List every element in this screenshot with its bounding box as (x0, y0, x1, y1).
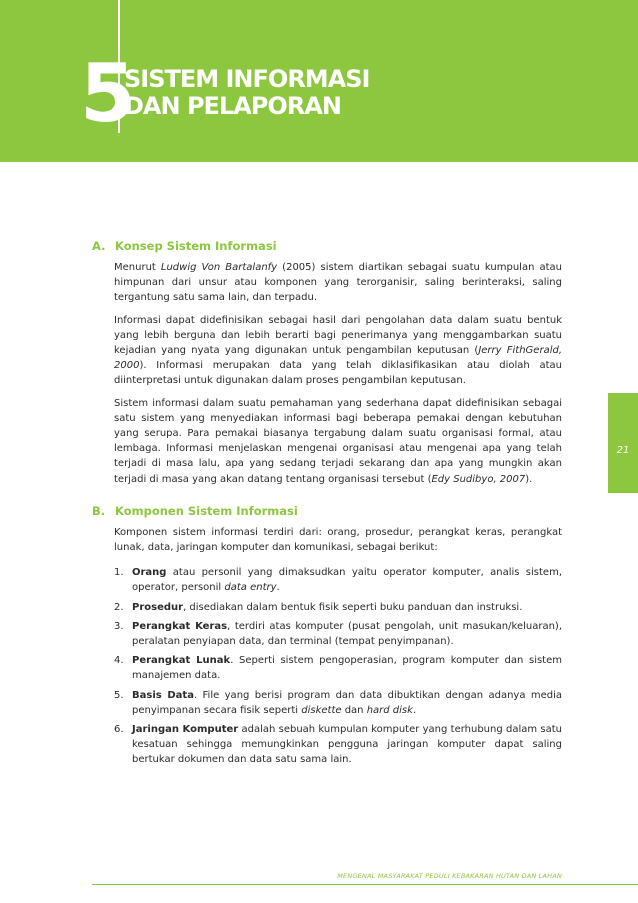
italic-term: hard disk (366, 704, 413, 716)
term: Perangkat Lunak (132, 655, 231, 667)
section-b-title: Komponen Sistem Informasi (115, 503, 298, 518)
list-text (132, 565, 562, 595)
term: Jaringan Komputer (132, 724, 239, 736)
list-item (114, 688, 562, 718)
text: , disediakan dalam bentuk fisik seperti buku panduan dan instruksi. (183, 601, 523, 613)
list-number: 4. (114, 655, 124, 667)
section-a-paragraph-2 (114, 313, 562, 389)
section-a-paragraph-1 (114, 260, 562, 306)
term: Orang (132, 567, 167, 579)
text: ). Informasi merupakan data yang telah diklasifikasikan atau diolah atau diinterpretasi untuk digunakan dalam proses pengambilan keputusan. (114, 360, 562, 387)
term: Prosedur (132, 601, 184, 613)
chapter-title-line-1: SISTEM INFORMASI (124, 65, 370, 93)
list-item (114, 600, 562, 615)
term: Basis Data (132, 689, 194, 701)
citation: Jerry FithGerald, 2000 (114, 345, 563, 372)
page-content (92, 238, 562, 772)
text: . (276, 582, 280, 594)
list-number: 2. (114, 601, 124, 613)
text: Informasi dapat didefinisikan sebagai hasil dari pengolahan data dalam suatu bentuk yang lebih berguna dan lebih berarti bagi penerimanya yang menggambarkan suatu kejadian yang nyata yang digunakan untuk pengambilan keputusan ( (114, 314, 562, 357)
section-a-heading (92, 238, 562, 254)
footer-rule (92, 884, 638, 885)
list-number: 5. (114, 689, 124, 701)
text: adalah sebuah kumpulan komputer yang terhubung dalam satu kesatuan sehingga memungkinkan pengguna jaringan komputer dapat saling bertukar dokumen dan data satu sama lain. (132, 724, 562, 766)
citation: Edy Sudibyo, 2007 (431, 473, 526, 485)
page-number: 21 (616, 445, 630, 456)
text: Sistem informasi dalam suatu pemahaman yang sederhana dapat didefinisikan sebagai satu sistem yang menyediakan informasi bagi beberapa pemakai dengan kebutuhan yang serupa. Para pemakai biasanya tergabung dalam suatu organisasi formal, atau lembaga. Informasi menjelaskan mengenai organisasi atau mengenai apa yang telah terjadi di masa lalu, apa yang sedang terjadi sekarang dan apa yang mungkin akan terjadi di masa yang akan datang tentang organisasi tersebut ( (114, 397, 562, 485)
citation: Ludwig Von Bartalanfy (160, 262, 278, 273)
list-item (114, 565, 562, 595)
page-number-tab (608, 393, 638, 493)
section-a-title: Konsep Sistem Informasi (115, 239, 277, 253)
section-a-letter: A. (92, 239, 106, 253)
chapter-title-line-2: DAN PELAPORAN (124, 92, 341, 120)
italic-term: diskette (301, 704, 342, 716)
text: (2005) sistem diartikan sebagai suatu kumpulan atau himpunan dari unsur atau komponen yang terorganisir, saling berinteraksi, saling tergantung satu sama lain, dan terpadu. (114, 262, 562, 304)
text: atau personil yang dimaksudkan yaitu operator komputer, analis sistem, operator, personil (132, 567, 562, 594)
component-list (114, 565, 562, 767)
list-item (114, 619, 562, 649)
text: , terdiri atas komputer (pusat pengolah, unit masukan/keluaran), peralatan penyiapan data, dan terminal (tempat penyimpanan). (132, 620, 562, 648)
list-text (132, 600, 562, 615)
section-a-paragraph-3 (114, 396, 562, 487)
chapter-title (124, 66, 369, 120)
list-text (132, 653, 562, 683)
list-item (114, 722, 562, 768)
text: . Seperti sistem pengoperasian, program komputer dan sistem manajemen data. (132, 655, 562, 682)
list-number: 3. (114, 620, 124, 632)
term: Perangkat Keras (132, 620, 228, 632)
chapter-header (0, 0, 638, 162)
text: dan (341, 704, 367, 716)
text: Menurut (114, 262, 161, 273)
list-number: 1. (114, 567, 124, 579)
section-b-intro: Komponen sistem informasi terdiri dari: orang, prosedur, perangkat keras, perangkat lunak, data, jaringan komputer dan komunikasi, sebagai berikut: (114, 526, 562, 554)
footer-title: MENGENAL MASYARAKAT PEDULI KEBAKARAN HUTAN DAN LAHAN (337, 872, 562, 880)
list-text (132, 619, 562, 649)
list-item (114, 653, 562, 683)
text: . File yang berisi program dan data dibuktikan dengan adanya media penyimpanan secara fisik seperti (132, 689, 562, 716)
text: ). (525, 473, 533, 485)
text: . (412, 704, 417, 716)
list-number: 6. (114, 724, 124, 736)
list-text (132, 722, 562, 768)
chapter-number: 5 (80, 47, 134, 140)
list-text (132, 688, 562, 718)
italic-term: data entry (224, 582, 277, 594)
section-b-heading (92, 503, 562, 519)
section-b-letter: B. (92, 503, 106, 518)
